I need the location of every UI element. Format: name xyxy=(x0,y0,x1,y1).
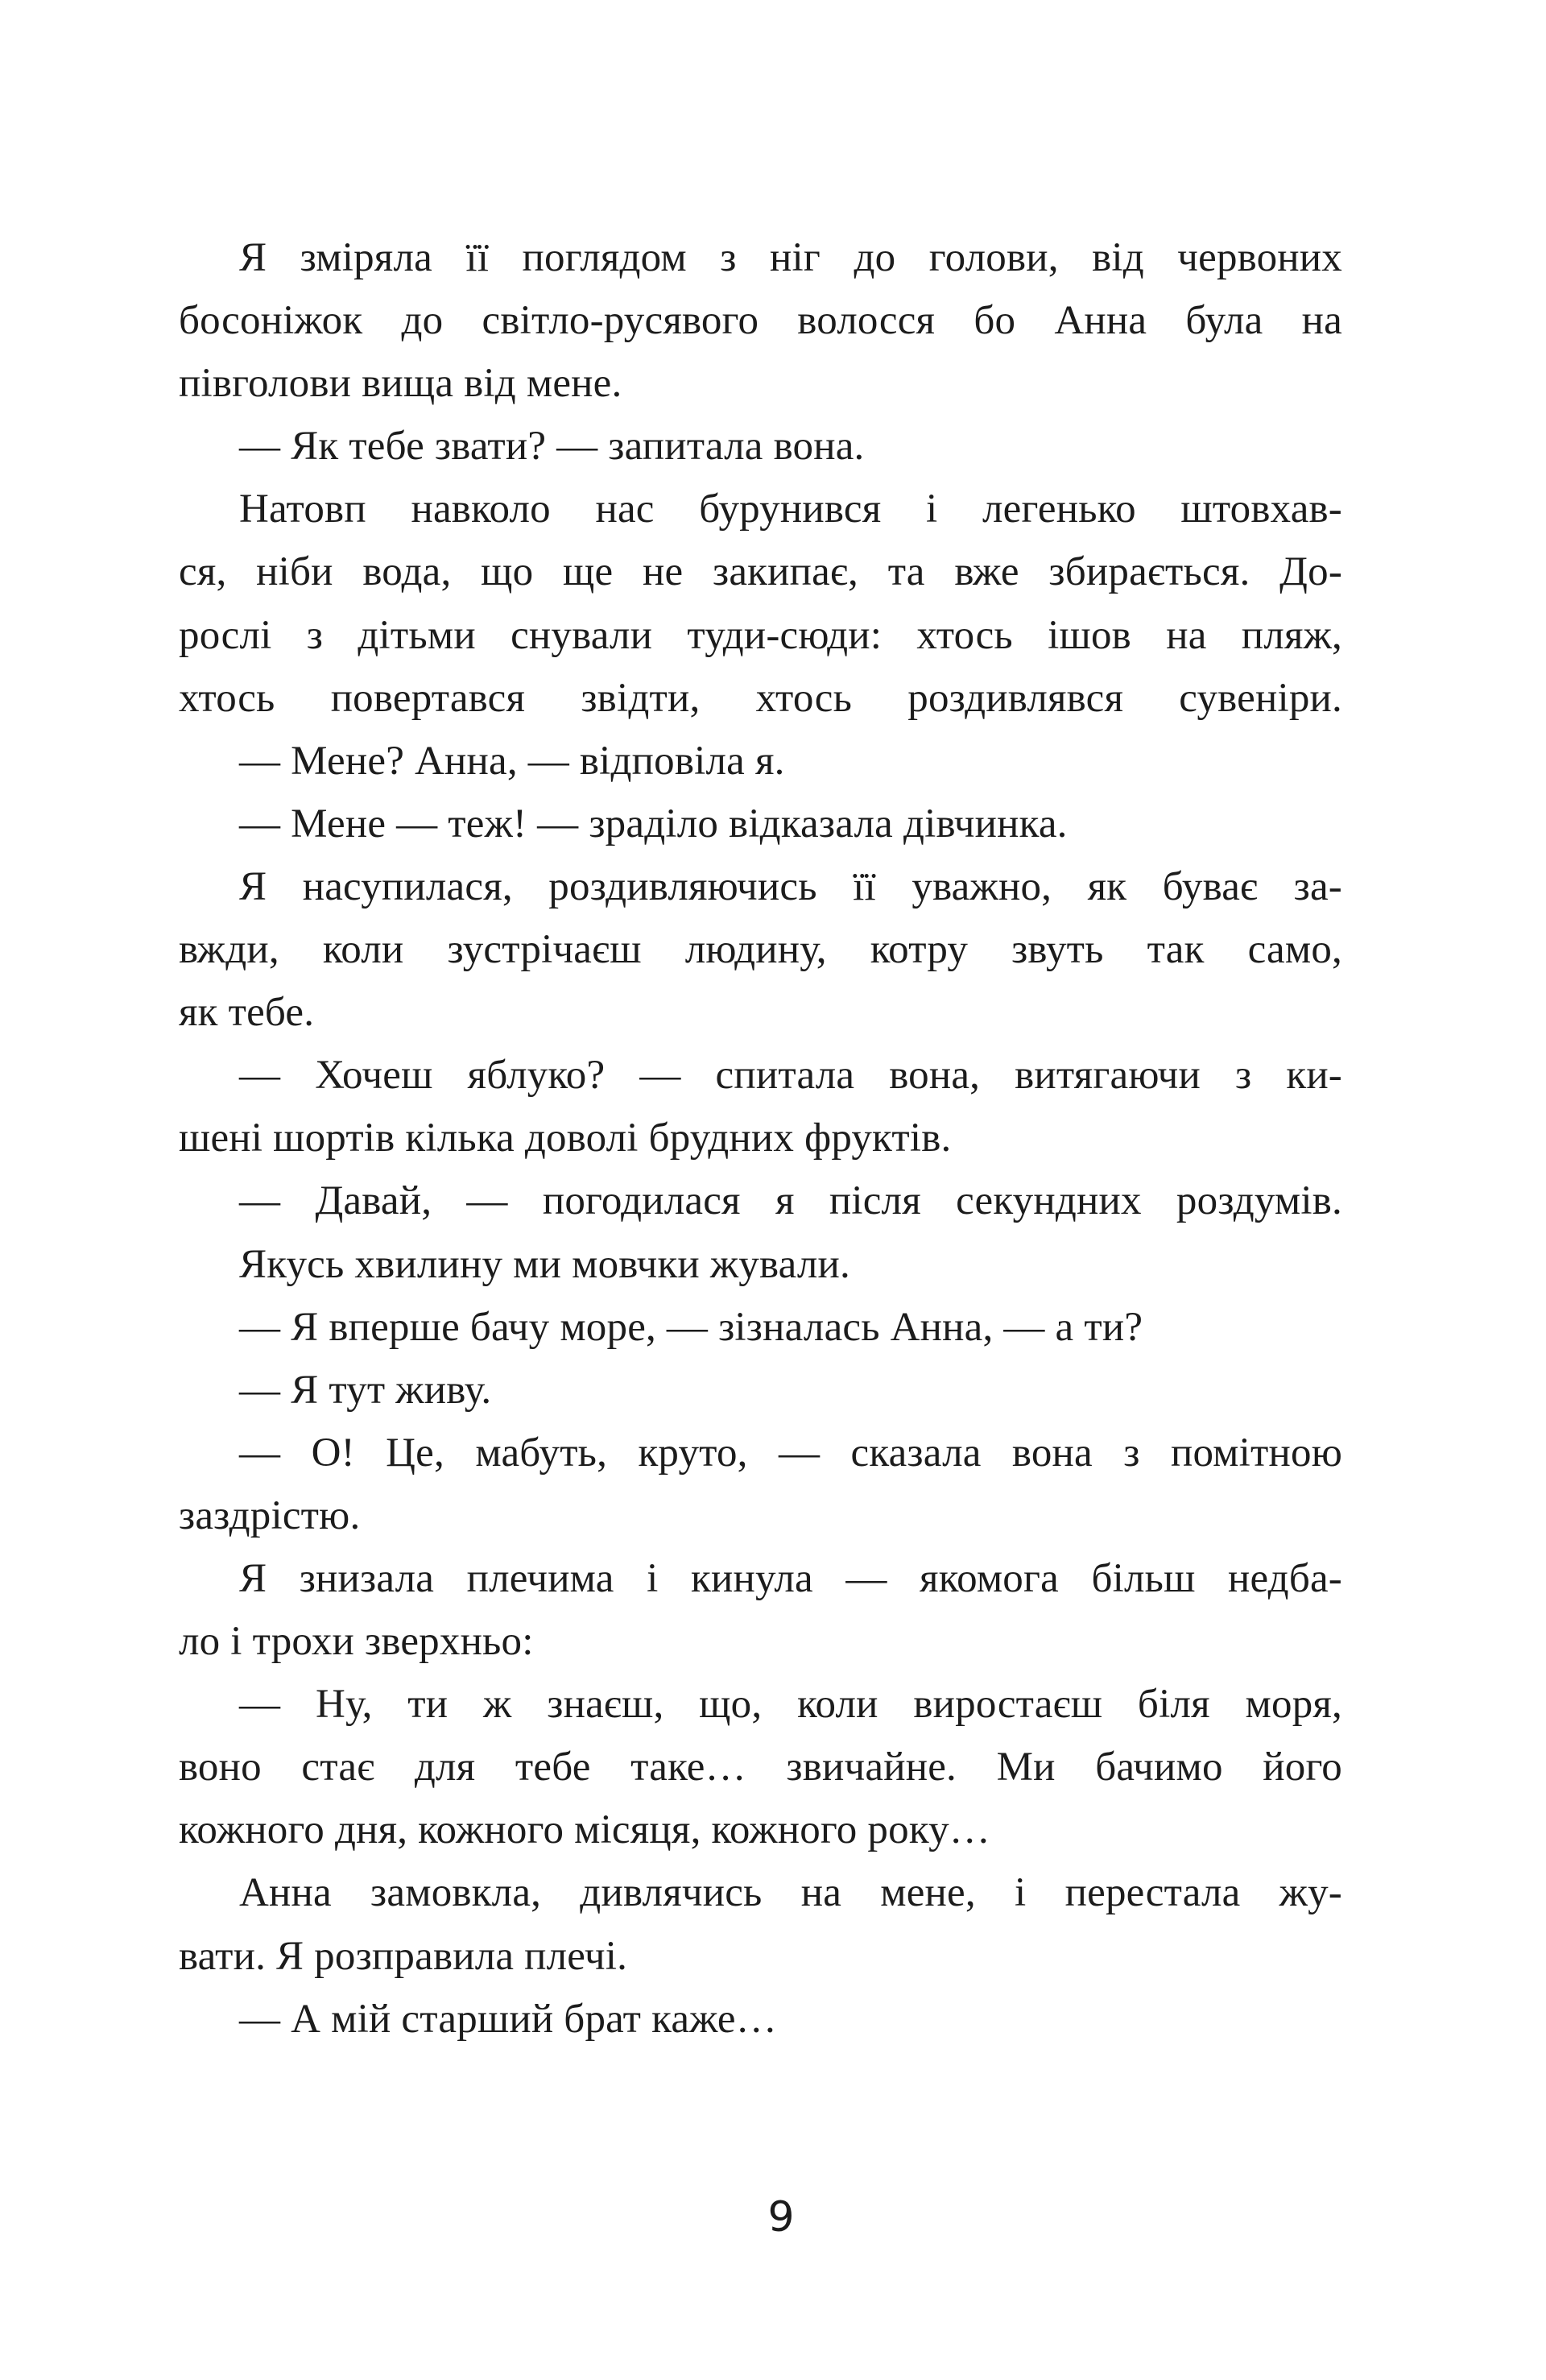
page-number: 9 xyxy=(767,2193,795,2241)
text-line: — Хочеш яблуко? — спитала вона, витягаючи з ки- xyxy=(239,1053,1342,1099)
text-line: — А мій старший брат каже… xyxy=(239,1996,777,2042)
text-line: ло і трохи зверхньо: xyxy=(179,1619,534,1665)
text-line: Я зміряла її поглядом з ніг до голови, від червоних xyxy=(239,235,1342,280)
text-line: — Мене? Анна, — відповіла я. xyxy=(239,738,785,784)
text-line: кожного дня, кожного місяця, кожного року… xyxy=(179,1807,990,1853)
text-line: ся, ніби вода, що ще не закипає, та вже збирається. До- xyxy=(179,549,1342,595)
text-line: — Як тебе звати? — запитала вона. xyxy=(239,424,865,470)
text-line: півголови вища від мене. xyxy=(179,361,622,407)
text-line: рослі з дітьми снували туди-сюди: хтось ішов на пляж, xyxy=(179,612,1342,658)
text-line: Я знизала плечима і кинула — якомога більш недба- xyxy=(239,1555,1342,1601)
text-line: — Ну, ти ж знаєш, що, коли виростаєш біля моря, xyxy=(239,1682,1342,1728)
text-line: вжди, коли зустрічаєш людину, котру звуть так само, xyxy=(179,927,1342,973)
text-line: босоніжок до світло-русявого волосся бо Анна була на xyxy=(179,298,1342,344)
text-line: — Я тут живу. xyxy=(239,1367,492,1413)
text-line: воно стає для тебе таке… звичайне. Ми бачимо його xyxy=(179,1745,1342,1790)
text-line: Натовп навколо нас бурунився і легенько штовхав- xyxy=(239,486,1342,532)
text-line: заздрістю. xyxy=(179,1492,361,1538)
text-line: вати. Я розправила плечі. xyxy=(179,1933,628,1979)
text-line: хтось повертався звідти, хтось роздивлявся сувеніри. xyxy=(179,675,1342,721)
text-line: — Мене — теж! — зраділо відказала дівчинка. xyxy=(239,801,1068,846)
text-line: — О! Це, мабуть, круто, — сказала вона з помітною xyxy=(239,1430,1342,1476)
text-line: — Я вперше бачу море, — зізналась Анна, — а ти? xyxy=(239,1304,1143,1350)
text-line: Анна замовкла, дивлячись на мене, і перестала жу- xyxy=(239,1870,1342,1916)
text-line: як тебе. xyxy=(179,990,315,1036)
text-line: Якусь хвилину ми мовчки жували. xyxy=(239,1241,850,1287)
body-text xyxy=(179,226,1342,2051)
text-line: — Давай, — погодилася я після секундних роздумів. xyxy=(239,1178,1342,1224)
text-line: Я насупилася, роздивляючись її уважно, як буває за- xyxy=(239,863,1342,909)
text-line: шені шортів кілька доволі брудних фруктів. xyxy=(179,1115,952,1161)
